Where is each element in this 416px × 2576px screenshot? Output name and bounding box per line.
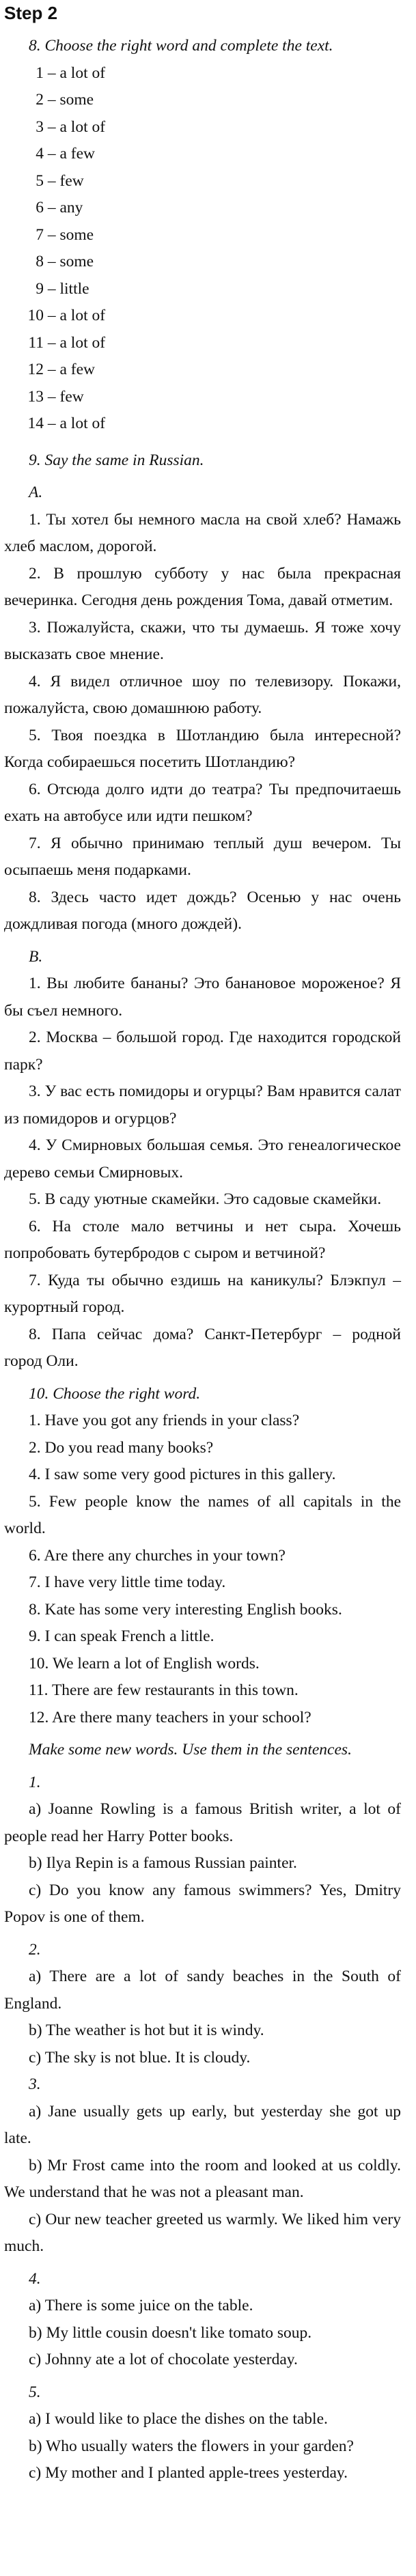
answer-line: 2 – some [36,91,94,109]
translation-item: 8. Здесь часто идет дождь? Осенью у нас очень дождливая погода (много дождей). [4,888,401,933]
sentence-item: 10. We learn a lot of English words. [29,1654,260,1672]
translation-item: 6. Отсюда долго идти до театра? Ты предпочитаешь ехать на автобусе или идти пешком? [4,780,401,825]
sentence-item: a) Joanne Rowling is a famous British writer, a lot of people read her Harry Potter books. [4,1800,401,1845]
sentence-item: 1. Have you got any friends in your class? [29,1412,300,1429]
sentence-item: c) My mother and I planted apple-trees yesterday. [29,2464,348,2482]
translation-item: 4. У Смирновых большая семья. Это генеалогическое дерево семьи Смирновых. [4,1136,401,1181]
sentence-item: c) The sky is not blue. It is cloudy. [29,2048,251,2067]
exercise-10 [4,1381,401,1732]
sentence-item: c) Do you know any famous swimmers? Yes, Dmitry Popov is one of them. [4,1881,401,1926]
translation-item: 5. В саду уютные скамейки. Это садовые скамейки. [29,1190,382,1208]
sentence-item: 5. Few people know the names of all capitals in the world. [4,1492,401,1537]
answer-line: 6 – any [36,199,83,216]
sentence-item: a) There are a lot of sandy beaches in the South of England. [4,1968,401,2013]
sentence-item: 12. Are there many teachers in your school? [29,1708,311,1726]
exercise-11-task: Make some new words. Use them in the sentences. [29,1741,352,1759]
answer-line: 8 – some [36,253,94,270]
group-label: 1. [29,1773,41,1791]
sentence-item: a) I would like to place the dishes on the table. [29,2410,328,2428]
answer-line: 5 – few [36,171,84,190]
sentence-item: b) The weather is hot but it is windy. [29,2021,264,2039]
translation-item: 2. В прошлую субботу у нас была прекрасная вечеринка. Сегодня день рождения Тома, давай отметим. [4,564,401,609]
group-label: 2. [29,1940,41,1959]
translation-item: 5. Твоя поездка в Шотландию была интересной? Когда собираешься посетить Шотландию? [4,726,401,771]
exercise-8 [4,33,401,438]
answer-line: 14 – a lot of [27,415,106,432]
translation-item: 1. Ты хотел бы немного масла на свой хлеб? Намажь хлеб маслом, дорогой. [4,510,401,555]
exercise-8-task: 8. Choose the right word and complete the text. [29,37,333,55]
exercise-9-task: 9. Say the same in Russian. [29,451,204,469]
translation-item: 3. Пожалуйста, скажи, что ты думаешь. Я тоже хочу высказать свое мнение. [4,618,401,663]
sentence-item: b) My little cousin doesn't like tomato soup. [29,2323,312,2342]
sentence-item: a) There is some juice on the table. [29,2297,253,2314]
answer-line: 7 – some [36,225,94,244]
step-heading: Step 2 [4,3,58,23]
sentence-item: a) Jane usually gets up early, but yesterday she got up late. [4,2102,401,2147]
sentence-item: b) Mr Frost came into the room and looked at us coldly. We understand that he was not a pleasant man. [4,2156,401,2201]
part-b-label: B. [29,947,43,966]
sentence-item: c) Our new teacher greeted us warmly. We liked him very much. [4,2210,401,2255]
sentence-item: 8. Kate has some very interesting English books. [29,1600,342,1619]
translation-item: 2. Москва – большой город. Где находится городской парк? [4,1028,401,1074]
translation-item: 4. Я видел отличное шоу по телевизору. Покажи, пожалуйста, свою домашнюю работу. [4,672,401,717]
answer-line: 4 – a few [36,145,96,163]
sentence-item: 6. Are there any churches in your town? [29,1546,286,1565]
answer-line: 1 – a lot of [36,64,106,82]
group-label: 5. [29,2383,41,2401]
answer-line: 13 – few [27,387,84,406]
translation-item: 3. У вас есть помидоры и огурцы? Вам нравится салат из помидоров и огурцов? [4,1082,401,1128]
exercise-9 [4,447,401,1375]
answer-line: 10 – a lot of [27,307,106,324]
exercise-11 [4,1737,401,2487]
sentence-item: c) Johnny ate a lot of chocolate yesterday. [29,2351,298,2368]
group-label: 4. [29,2269,41,2288]
answer-line: 9 – little [36,279,89,298]
translation-item: 6. На столе мало ветчины и нет сыра. Хочешь попробовать бутербродов с сыром и ветчиной? [4,1217,401,1262]
exercise-10-task: 10. Choose the right word. [29,1384,201,1403]
answer-line: 11 – a lot of [28,333,106,352]
sentence-item: 4. I saw some very good pictures in this gallery. [29,1466,336,1483]
sentence-item: 9. I can speak French a little. [29,1627,214,1645]
answer-line: 3 – a lot of [36,117,106,136]
translation-item: 8. Папа сейчас дома? Санкт-Петербург – родной город Оли. [4,1325,401,1370]
answer-line: 12 – a few [27,361,96,378]
sentence-item: 7. I have very little time today. [29,1573,226,1591]
sentence-item: 2. Do you read many books? [29,1438,214,1457]
translation-item: 7. Я обычно принимаю теплый душ вечером. Ты осыпаешь меня подарками. [4,834,401,879]
sentence-item: 11. There are few restaurants in this town. [29,1681,299,1699]
sentence-item: b) Ilya Repin is a famous Russian painter. [29,1854,297,1872]
group-label: 3. [29,2075,41,2093]
sentence-item: b) Who usually waters the flowers in your garden? [29,2437,354,2455]
translation-item: 7. Куда ты обычно ездишь на каникулы? Блэкпул – курортный город. [4,1271,401,1316]
workbook-page [0,3,416,2576]
exercise-8-answers [4,60,401,438]
part-a-label: A. [29,484,43,501]
translation-item: 1. Вы любите бананы? Это банановое мороженое? Я бы съел немного. [4,975,401,1020]
